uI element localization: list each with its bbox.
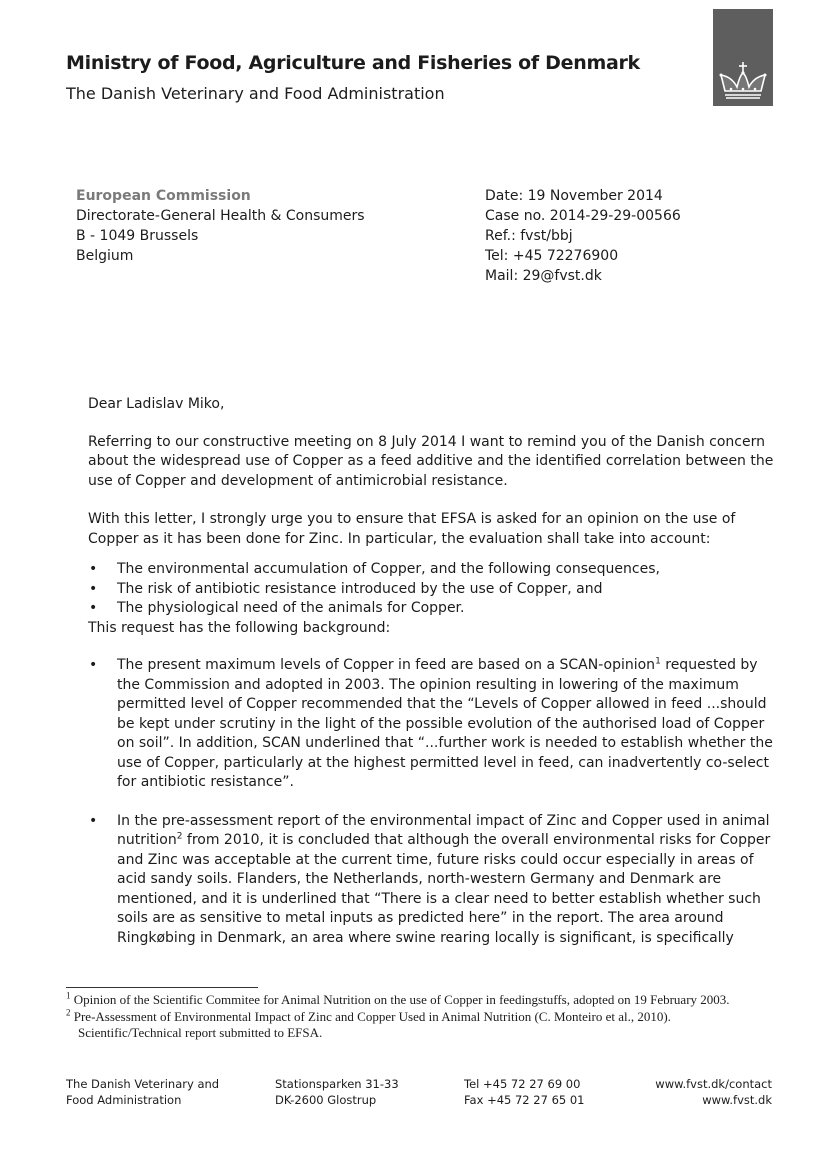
background-text: The present maximum levels of Copper in feed are based on a SCAN-opinion — [117, 657, 656, 673]
footnote-number: 1 — [66, 990, 71, 1001]
footer-phone — [464, 1077, 585, 1108]
evaluation-list — [88, 560, 778, 619]
footnote-number: 2 — [66, 1007, 71, 1018]
greeting: Dear Ladislav Miko, — [88, 396, 225, 412]
telephone: Tel: +45 72276900 — [485, 248, 619, 264]
background-text: from 2010, it is concluded that although the overall environmental risks for Copper and Zinc was acceptable at the current time, future risks could occur especially in areas of acid sandy soils. Flanders, the Netherlands, north-western Germany and Denmark are mentioned, and it is underlined that “There is a clear need to better establish whether such soils are as sensitive to metal inputs as predicted here” in the report. The area around Ringkøbing in Denmark, an area where swine rearing locally is significant, is specifically — [117, 832, 771, 946]
list-item: • The physiological need of the animals for Copper. — [88, 599, 778, 619]
footnote-text: Pre-Assessment of Environmental Impact of Zinc and Copper Used in Animal Nutrition (C. Monteiro et al., 2010). Scientific/Technical report submitted to EFSA. — [73, 1009, 671, 1040]
list-item — [88, 812, 778, 949]
footnote-ref: 1 — [655, 656, 661, 667]
background-intro: This request has the following background: — [88, 619, 391, 636]
recipient-city: B - 1049 Brussels — [76, 228, 199, 244]
footnote-ref: 2 — [176, 831, 183, 842]
footnote — [66, 1009, 766, 1041]
footer-street: Stationsparken 31-33 — [275, 1077, 399, 1091]
paragraph-meeting: Referring to our constructive meeting on 8 July 2014 I want to remind you of the Danish concern about the widespread use of Copper as a feed additive and the identified correlation between the use of Copper and development of antimicrobial resistance. — [88, 433, 774, 489]
footnote — [66, 992, 766, 1008]
footnote-divider — [66, 987, 258, 988]
paragraph-request: With this letter, I strongly urge you to ensure that EFSA is asked for an opinion on the use of Copper as it has been done for Zinc. In particular, the evaluation shall take into account: — [88, 511, 736, 547]
background-list — [88, 656, 778, 948]
footnote-text: Opinion of the Scientific Commitee for Animal Nutrition on the use of Copper in feedingstuffs, adopted on 19 February 2003. — [73, 992, 730, 1007]
footer-tel: Tel +45 72 27 69 00 — [464, 1077, 581, 1091]
footer-organization — [66, 1077, 219, 1108]
ministry-title: Ministry of Food, Agriculture and Fisheries of Denmark — [66, 52, 640, 74]
list-item: • The environmental accumulation of Copper, and the following consequences, — [88, 560, 778, 580]
mail-address: Mail: 29@fvst.dk — [485, 268, 602, 284]
agency-subtitle: The Danish Veterinary and Food Administration — [66, 84, 445, 103]
background-text: In the pre-assessment report of the environmental impact of Zinc and Copper used in animal nutrition — [117, 812, 770, 848]
footer-city: DK-2600 Glostrup — [275, 1092, 377, 1107]
footer-contact-link[interactable]: www.fvst.dk/contact — [655, 1077, 772, 1091]
recipient-country: Belgium — [76, 248, 134, 264]
background-text: requested by the Commission and adopted in 2003. The opinion resulting in lowering of the maximum permitted level of Copper recommended that the “Levels of Copper allowed in feed ...should be kept under scrutiny in the light of the possible evolution of the authorised load of Copper on soil”. In addition, SCAN underlined that “...further work is needed to establish whether the use of Copper, particularly at the highest permitted level in feed, can inadvertently co-select for antibiotic resistance”. — [117, 657, 773, 790]
recipient-org: European Commission — [76, 188, 251, 204]
recipient-dept: Directorate-General Health & Consumers — [76, 208, 365, 224]
footer-fax: Fax +45 72 27 65 01 — [464, 1092, 585, 1107]
footer-org-line: Food Administration — [66, 1092, 182, 1107]
letter-meta — [485, 186, 681, 286]
case-number: Case no. 2014-29-29-00566 — [485, 208, 681, 224]
footer-address — [275, 1077, 399, 1108]
footer-website-link[interactable]: www.fvst.dk — [702, 1092, 772, 1107]
letter-body — [88, 395, 778, 948]
footnotes — [66, 992, 766, 1042]
letter-date: Date: 19 November 2014 — [485, 188, 663, 204]
footer-web — [620, 1077, 772, 1108]
reference: Ref.: fvst/bbj — [485, 228, 573, 244]
crown-icon — [713, 9, 773, 106]
recipient-address — [76, 186, 365, 266]
list-item: • The risk of antibiotic resistance introduced by the use of Copper, and — [88, 580, 778, 600]
list-item — [88, 656, 778, 793]
footer-org-line: The Danish Veterinary and — [66, 1077, 220, 1091]
